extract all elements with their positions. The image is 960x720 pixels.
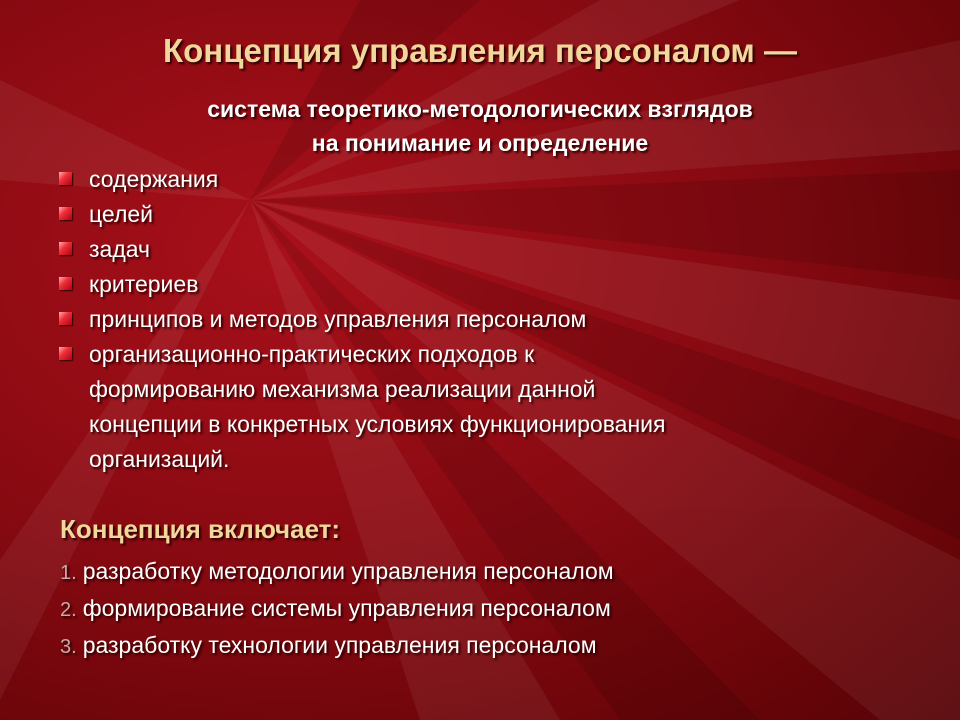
bullet-item <box>58 337 918 477</box>
numbered-item <box>60 628 920 665</box>
item-number: 3. <box>60 636 77 658</box>
numbered-list <box>60 554 920 665</box>
bullet-text: принципов и методов управления персоналом <box>89 306 587 332</box>
bullet-item <box>58 267 918 302</box>
square-bullet-icon <box>59 242 72 255</box>
numbered-item <box>60 591 920 628</box>
square-bullet-icon <box>59 277 72 290</box>
numbered-item <box>60 554 920 591</box>
bullet-item <box>58 197 918 232</box>
item-number: 1. <box>60 562 77 584</box>
square-bullet-icon <box>59 207 72 220</box>
item-text: разработку технологии управления персоналом <box>82 632 597 658</box>
slide-title: Концепция управления персоналом — <box>162 32 798 69</box>
bullet-text: целей <box>89 201 154 227</box>
square-bullet-icon <box>59 347 72 360</box>
subtitle-line: на понимание и определение <box>311 130 649 156</box>
item-text: разработку методологии управления персоналом <box>82 558 614 584</box>
item-text: формирование системы управления персоналом <box>82 595 611 621</box>
bullet-item <box>58 232 918 267</box>
bullet-list <box>58 162 918 477</box>
bullet-text: критериев <box>89 271 199 297</box>
section-heading: Концепция включает: <box>60 514 341 544</box>
bullet-text: задач <box>89 236 151 262</box>
bullet-item <box>58 162 918 197</box>
subtitle-line: система теоретико-методологических взглядов <box>207 96 753 122</box>
square-bullet-icon <box>59 172 72 185</box>
bullet-text: содержания <box>89 166 219 192</box>
bullet-item <box>58 302 918 337</box>
item-number: 2. <box>60 599 77 621</box>
bullet-text: организационно-практических подходов к формированию механизма реализации данной концепции в конкретных условиях функционирования организаций. <box>89 341 666 472</box>
slide-subtitle <box>0 92 960 160</box>
square-bullet-icon <box>59 312 72 325</box>
